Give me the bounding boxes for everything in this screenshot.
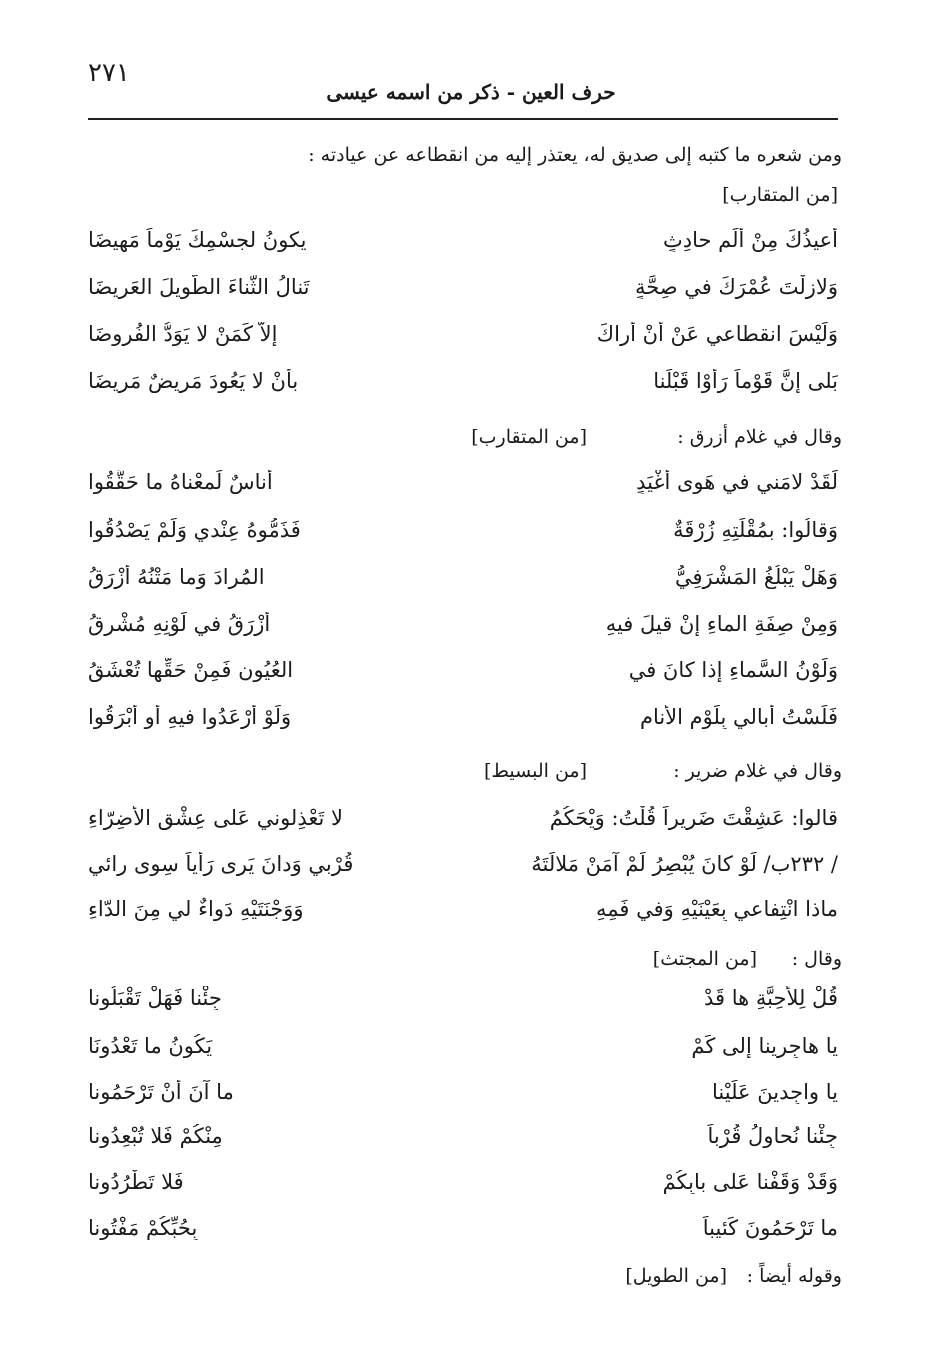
verse-first-hemistich: قالوا: عَشِقْتَ ضَريراً قُلْتُ: وَيْحَكُمُ [549,806,838,830]
verse-second-hemistich: قُرْبي وَدانَ يَرى رَأْياً سِوى رائي [88,852,354,876]
verse-line [88,322,838,362]
verse-line [88,369,838,409]
verse-second-hemistich: جِئْنا فَهَلْ تَقْبَلُونا [88,986,222,1010]
verse-first-hemistich: وَمِنْ صِفَةِ الماءِ إنْ قيلَ فيهِ [605,612,838,636]
verse-second-hemistich: فَلا تَطْرُدُونا [88,1170,184,1194]
verse-line [88,565,838,605]
section-intro: ومن شعره ما كتبه إلى صديق له، يعتذر إليه من انقطاعه عن عيادته : [308,144,842,166]
section-intro: وقوله أيضاً : [746,1265,842,1287]
verse-line [88,1034,838,1074]
verse-second-hemistich: وَوَجْنَتَيْهِ دَواءٌ لي مِنَ الدّاءِ [88,897,304,921]
verse-second-hemistich: ما آنَ أنْ تَرْحَمُونا [88,1080,234,1104]
verse-line [88,228,838,268]
verse-line [88,852,838,892]
verse-line [88,612,838,652]
running-title: حرف العين - ذكر من اسمه عيسى [326,80,616,104]
section-intro: وقال في غلام أزرق : [677,426,842,448]
verse-first-hemistich: فَلَسْتُ أُبالي بِلَوْمِ الأَنامِ [639,705,838,729]
verse-first-hemistich: وَلازلْتَ عُمْرَكَ في صِحَّةٍ [634,275,838,299]
verse-first-hemistich: وَلَوْنُ السَّماءِ إذا كانَ في [628,658,838,682]
verse-first-hemistich: يا هاجِرينا إلى كَمْ [691,1034,838,1058]
verse-first-hemistich: بَلى إنَّ قَوْماً رَأَوْا قَبْلَنا [653,369,838,393]
verse-second-hemistich: بِحُبِّكُمْ مَفْتُونا [88,1216,198,1240]
verse-second-hemistich: العُيُونِ فَمِنْ حَقِّها تُعْشَقُ [88,658,294,682]
verse-line [88,986,838,1026]
meter-label: [من البسيط] [483,760,587,782]
verse-second-hemistich: وَلَوْ أَرْعَدُوا فيهِ أو أَبْرَقُوا [88,705,292,729]
verse-line [88,1170,838,1210]
meter-label: [من المجتث] [652,948,757,970]
verse-line [88,1216,838,1256]
verse-second-hemistich: لا تَعْذِلوني عَلى عِشْقِ الأَضِرّاءِ [88,806,343,830]
verse-line [88,518,838,558]
verse-first-hemistich: ما تَرْحَمُونَ كَئيباً [702,1216,838,1240]
verse-second-hemistich: أزْرَقُ في لَوْنِهِ مُشْرِقُ [88,612,271,636]
section-intro: وقال : [791,948,842,970]
verse-second-hemistich: فَذَمُّوهُ عِنْدي وَلَمْ يَصْدُقُوا [88,518,301,542]
verse-line [88,275,838,315]
verse-first-hemistich: لَقَدْ لامَني في هَوى أغْيَدٍ [636,470,838,494]
verse-line [88,705,838,745]
verse-first-hemistich: / ٢٣٢ب/ لَوْ كانَ يُبْصِرُ لَمْ آمَنْ مَلالَتَهُ [531,852,838,876]
verse-first-hemistich: يا واجِدينَ عَلَيْنا [712,1080,838,1104]
verse-second-hemistich: إلاَّ كَمَنْ لا يَوَدُّ الفُروضَا [88,322,278,346]
verse-first-hemistich: وَهَلْ يَبْلُغُ المَشْرَفِيُّ [674,565,838,589]
meter-label: [من الطويل] [625,1265,727,1287]
page-number: ٢٧١ [88,58,130,88]
verse-line [88,658,838,698]
verse-first-hemistich: قُلْ لِلأَحِبَّةِ ها قَدْ [703,986,838,1010]
verse-first-hemistich: جِئْنا نُحاوِلُ قُرْباً [707,1124,838,1148]
verse-line [88,1124,838,1164]
verse-second-hemistich: مِنْكُمْ فَلا تُبْعِدُونا [88,1124,223,1148]
verse-second-hemistich: يكونُ لجسْمِكَ يَوْماً مَهيضَا [88,228,307,252]
verse-first-hemistich: أُعيذُكَ مِنْ أَلَمٍ حادِثٍ [662,228,838,252]
verse-second-hemistich: يَكُونُ ما تَعْدُونَا [88,1034,213,1058]
verse-line [88,897,838,937]
verse-first-hemistich: وَقَدْ وَقَفْنا عَلى بابِكُمْ [662,1170,838,1194]
verse-line [88,1080,838,1120]
verse-first-hemistich: وَلَيْسَ انقطاعي عَنْ أنْ أراكَ [596,322,838,346]
verse-line [88,470,838,510]
verse-second-hemistich: بأنْ لا يَعُودَ مَرِيضٌ مَريضَا [88,369,299,393]
header-rule [88,118,838,120]
verse-first-hemistich: ماذا انْتِفاعي بِعَيْنَيْهِ وَفي فَمِهِ [596,897,838,921]
section-intro: وقال في غلام ضرير : [673,760,842,782]
verse-second-hemistich: المُرادَ وَما مَتْنُهُ أزْرَقُ [88,565,265,589]
verse-second-hemistich: أُناسٌ لَمعْناهُ ما حَقَّقُوا [88,470,273,494]
verse-second-hemistich: تَنالُ الثَّناءَ الطَّويلَ العَريضَا [88,275,310,299]
verse-first-hemistich: وَقالُوا: بمُقْلَتِهِ زُرْقَةٌ [673,518,838,542]
meter-label: [من المتقارب] [471,426,587,448]
verse-line [88,806,838,846]
meter-label: [من المتقارب] [722,184,838,206]
